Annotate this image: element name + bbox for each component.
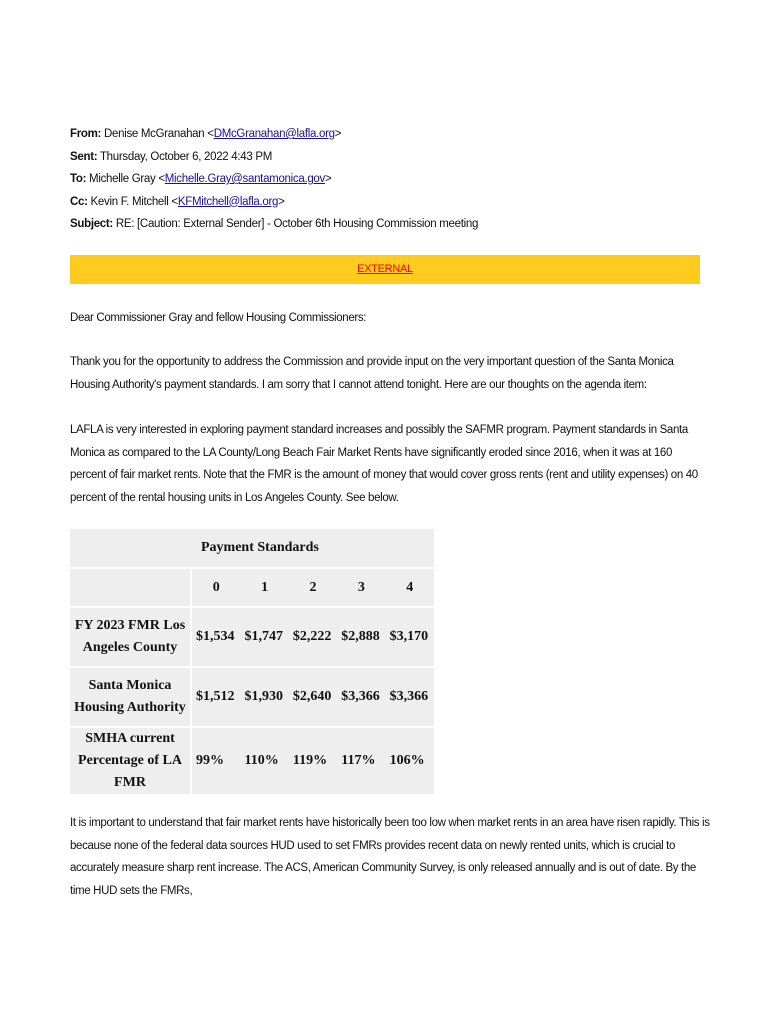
cc-row xyxy=(70,191,478,214)
table-cell: $1,747 xyxy=(241,607,289,667)
from-email-link[interactable]: DMcGranahan@lafla.org xyxy=(213,128,335,140)
row-label-line2: Percentage of LA FMR xyxy=(78,753,182,790)
column-header: 4 xyxy=(386,568,434,607)
from-label: From: xyxy=(70,128,102,140)
row-label xyxy=(70,727,191,794)
column-header: 0 xyxy=(191,568,241,607)
table-title: Payment Standards xyxy=(191,529,434,568)
table-corner xyxy=(70,529,191,568)
sent-value: Thursday, October 6, 2022 4:43 PM xyxy=(99,150,273,163)
row-label-line2: Angeles County xyxy=(82,640,178,655)
row-label xyxy=(70,607,191,667)
payment-standards-table xyxy=(70,529,434,794)
to-row xyxy=(70,168,478,191)
to-name: Michelle Gray < xyxy=(89,173,165,185)
cc-close-bracket: > xyxy=(278,195,285,208)
row-label-line1: SMHA current xyxy=(85,731,175,746)
cc-name: Kevin F. Mitchell < xyxy=(90,195,178,208)
subject-label: Subject: xyxy=(70,218,113,230)
to-close-bracket: > xyxy=(324,173,332,185)
from-name: Denise McGranahan < xyxy=(104,128,214,140)
column-header: 3 xyxy=(337,568,385,607)
subject-value: RE: [Caution: External Sender] - October 6th Housing Commission meeting xyxy=(115,218,479,230)
sent-label: Sent: xyxy=(70,150,98,163)
table-cell: 106% xyxy=(389,753,425,768)
cc-label: Cc: xyxy=(70,195,88,208)
table-cell: 119% xyxy=(292,753,328,768)
table-cell: $2,888 xyxy=(337,607,385,667)
to-label: To: xyxy=(70,173,87,185)
table-cell: $3,170 xyxy=(386,607,434,667)
row-label xyxy=(70,667,191,727)
greeting: Dear Commissioner Gray and fellow Housing Commissioners: xyxy=(70,312,367,324)
table-row xyxy=(70,607,434,667)
column-header: 1 xyxy=(241,568,289,607)
email-header xyxy=(70,123,478,236)
table-cell: $1,930 xyxy=(241,667,289,727)
column-header-blank xyxy=(70,568,191,607)
table-cell: 99% xyxy=(196,753,224,768)
table-row xyxy=(70,667,434,727)
table-cell: $2,640 xyxy=(289,667,337,727)
table-cell: $3,366 xyxy=(386,667,434,727)
table-cell: 117% xyxy=(341,753,376,768)
row-label-line2: Housing Authority xyxy=(74,700,186,715)
paragraph-3: It is important to understand that fair market rents have historically been too low when market rents in an area have risen rapidly. This is because none of the federal data sources HUD used to set FMRs provides recent data on newly rented units, which is crucial to accurately measure sharp rent increase. The ACS, American Community Survey, is only released annually and is out of date. By the time HUD sets the FMRs, xyxy=(70,817,710,897)
table-cell: $3,366 xyxy=(337,667,385,727)
table-row xyxy=(70,727,434,794)
from-row xyxy=(70,123,478,146)
paragraph-2: LAFLA is very interested in exploring payment standard increases and possibly the SAFMR program. Payment standards in Santa Monica as compared to the LA County/Long Beach Fair Market Rents have significantly eroded since 2016, when it was at 160 percent of fair market rents. Note that the FMR is the amount of money that would cover gross rents (rent and utility expenses) on 40 percent of the rental housing units in Los Angeles County. See below. xyxy=(70,424,698,504)
sent-row xyxy=(70,146,478,169)
from-close-bracket: > xyxy=(334,128,342,140)
row-label-line1: FY 2023 FMR Los xyxy=(74,618,186,633)
to-email-link[interactable]: Michelle.Gray@santamonica.gov xyxy=(164,173,325,185)
subject-row xyxy=(70,213,478,236)
column-header: 2 xyxy=(289,568,337,607)
external-sender-banner: EXTERNAL xyxy=(70,255,700,284)
row-label-line1: Santa Monica xyxy=(88,678,172,693)
table-cell: $1,512 xyxy=(191,667,241,727)
paragraph-1: Thank you for the opportunity to address the Commission and provide input on the very important question of the Santa Monica Housing Authority's payment standards. I am sorry that I cannot attend tonight. Here are our thoughts on the agenda item: xyxy=(70,356,674,391)
table-cell: $2,222 xyxy=(289,607,337,667)
cc-email-link[interactable]: KFMitchell@lafla.org xyxy=(177,195,279,208)
table-cell: $1,534 xyxy=(191,607,241,667)
table-cell: 110% xyxy=(244,753,279,768)
